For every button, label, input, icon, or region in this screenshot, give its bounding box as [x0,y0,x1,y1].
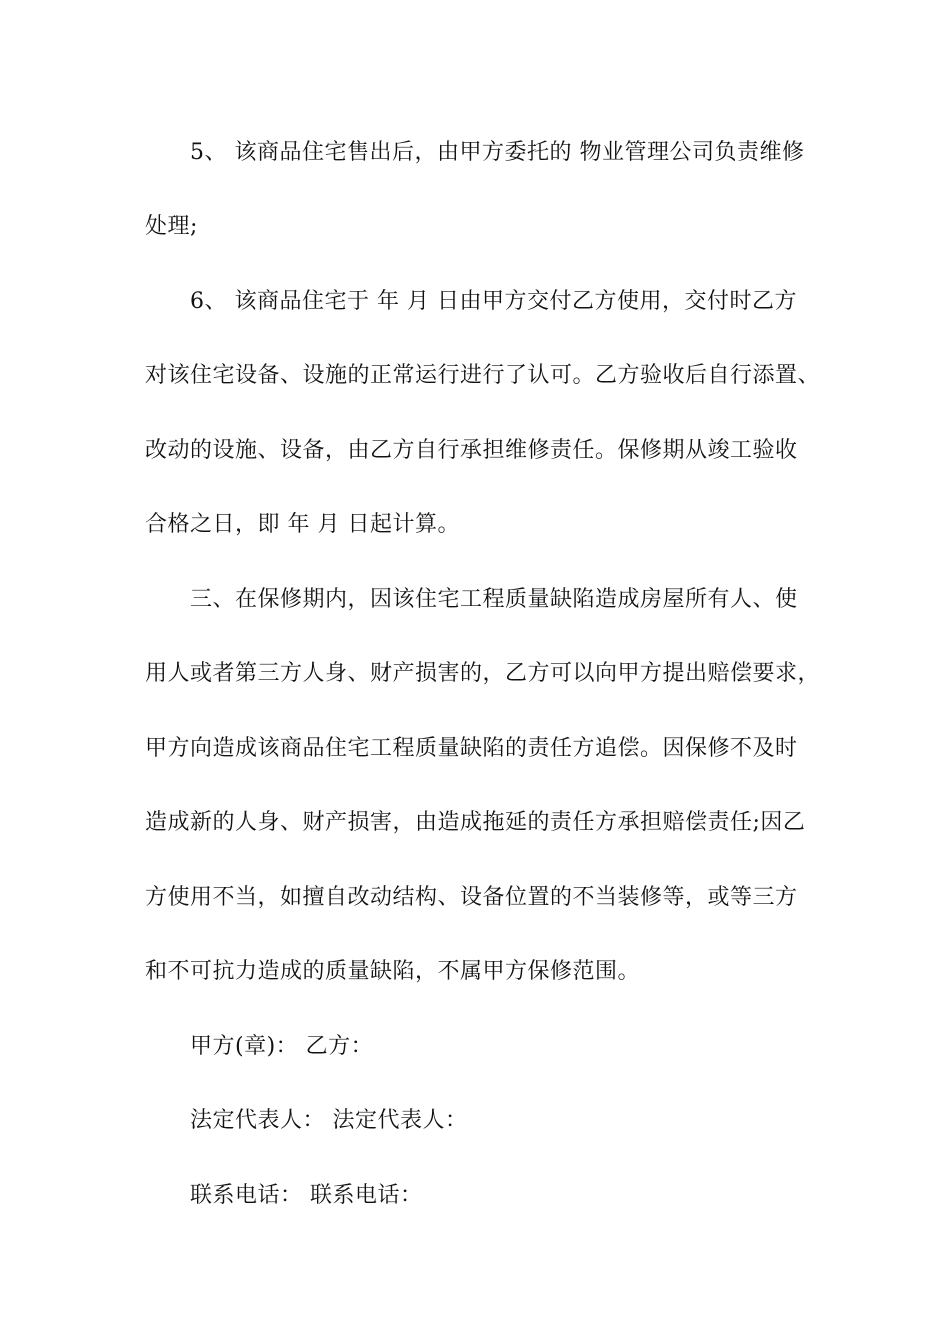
section3-line3: 甲方向造成该商品住宅工程质量缺陷的责任方追偿。因保修不及时 [145,736,798,761]
section3-line4: 造成新的人身、财产损害，由造成拖延的责任方承担赔偿责任;因乙 [145,810,806,835]
item6-line1: 6、 该商品住宅于 年 月 日由甲方交付乙方使用，交付时乙方 [190,289,797,314]
signature-party-line: 甲方(章)： 乙方： [190,1034,374,1059]
signature-phone-line: 联系电话： 联系电话： [190,1183,423,1208]
item6-line3: 改动的设施、设备，由乙方自行承担维修责任。保修期从竣工验收 [145,438,798,463]
item6-line4: 合格之日，即 年 月 日起计算。 [145,512,460,537]
section3-line6: 和不可抗力造成的质量缺陷，不属甲方保修范围。 [145,959,641,984]
section3-line2: 用人或者第三方人身、财产损害的，乙方可以向甲方提出赔偿要求， [145,661,821,686]
section3-line5: 方使用不当，如擅自改动结构、设备位置的不当装修等，或等三方 [145,885,798,910]
item6-line2: 对该住宅设备、设施的正常运行进行了认可。乙方验收后自行添置、 [145,363,821,388]
item5-line2: 处理; [145,214,198,239]
signature-representative-line: 法定代表人： 法定代表人： [190,1108,468,1133]
section3-line1: 三、在保修期内，因该住宅工程质量缺陷造成房屋所有人、使 [190,587,798,612]
item5-line1: 5、 该商品住宅售出后，由甲方委托的 物业管理公司负责维修 [190,140,805,165]
